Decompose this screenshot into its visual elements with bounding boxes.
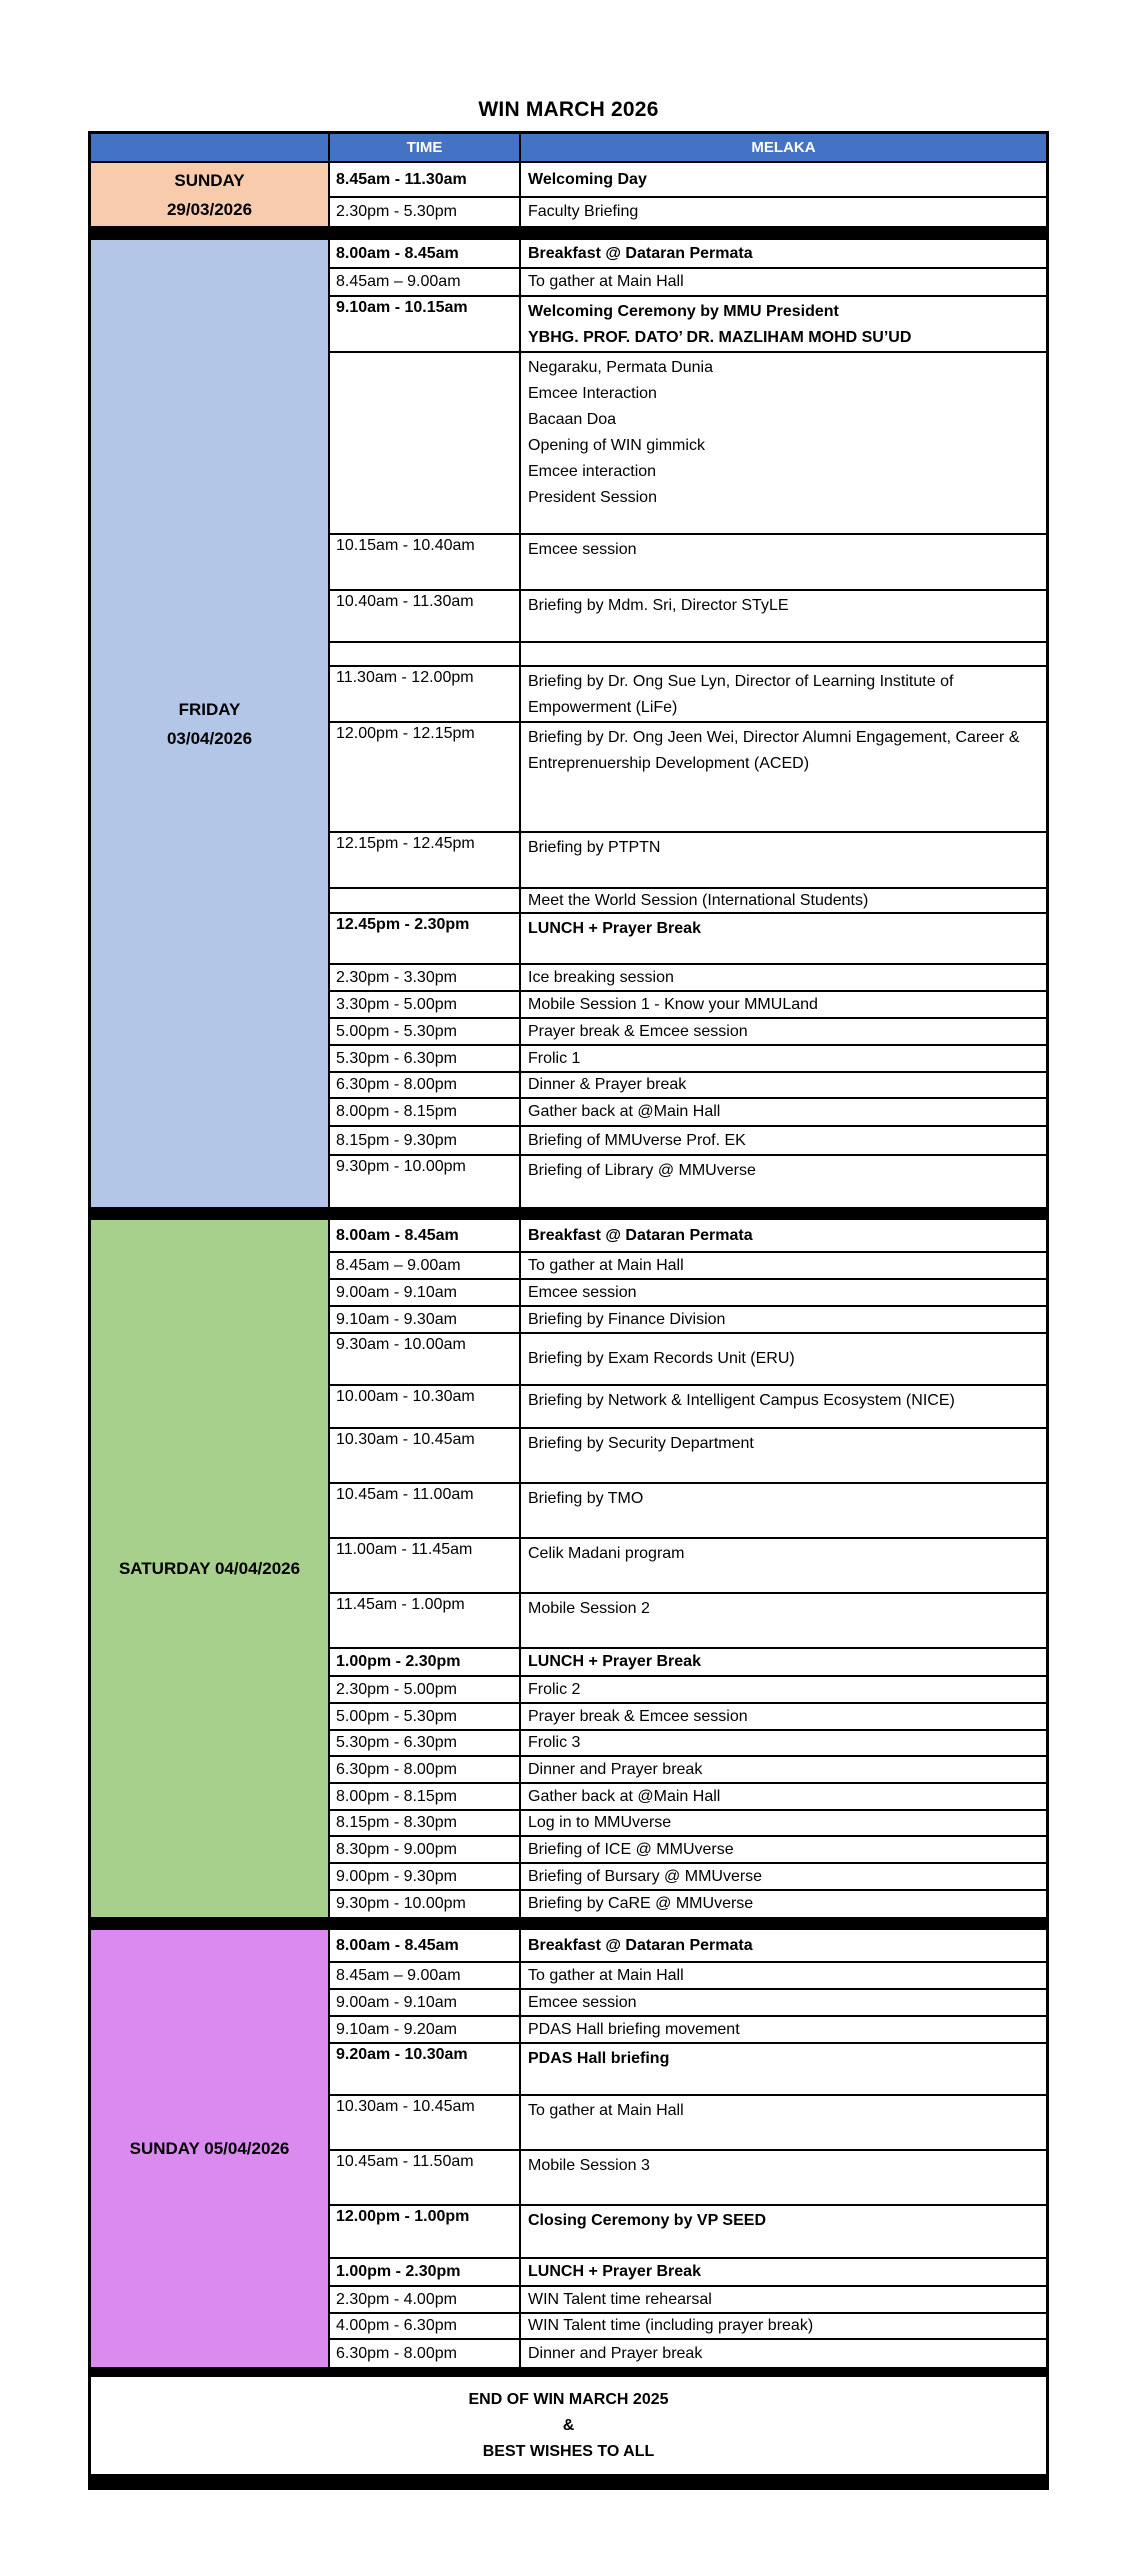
schedule-row xyxy=(330,1704,1046,1731)
event-cell xyxy=(521,1864,1046,1889)
event-line: Meet the World Session (International Students) xyxy=(528,891,869,909)
time-cell: 8.45am - 11.30am xyxy=(330,163,521,196)
time-cell: 9.30pm - 10.00pm xyxy=(330,1891,521,1917)
event-cell xyxy=(521,2044,1046,2094)
event-line: To gather at Main Hall xyxy=(528,1256,684,1274)
event-line: Dinner and Prayer break xyxy=(528,2344,703,2362)
schedule-row xyxy=(330,591,1046,643)
schedule-row xyxy=(330,1594,1046,1649)
schedule-row xyxy=(330,889,1046,914)
time-cell: 11.00am - 11.45am xyxy=(330,1539,521,1592)
event-cell xyxy=(521,1334,1046,1384)
day-label-line: SATURDAY 04/04/2026 xyxy=(118,1559,301,1578)
schedule-row xyxy=(330,535,1046,591)
schedule-row xyxy=(330,1837,1046,1864)
schedule-row xyxy=(330,992,1046,1019)
event-cell xyxy=(521,2340,1046,2367)
schedule-row xyxy=(330,914,1046,965)
footer-line: BEST WISHES TO ALL xyxy=(482,2442,655,2460)
event-line: Mobile Session 3 xyxy=(528,2157,650,2174)
section-separator xyxy=(91,226,1046,240)
event-cell xyxy=(521,1386,1046,1427)
schedule-row xyxy=(330,1484,1046,1539)
schedule-row xyxy=(330,1757,1046,1784)
time-cell: 9.30am - 10.00am xyxy=(330,1334,521,1384)
event-cell xyxy=(521,353,1046,533)
time-cell: 11.30am - 12.00pm xyxy=(330,667,521,721)
event-cell xyxy=(521,833,1046,887)
schedule-row xyxy=(330,1539,1046,1594)
time-cell: 9.10am - 9.20am xyxy=(330,2017,521,2042)
event-line: Closing Ceremony by VP SEED xyxy=(528,2212,766,2229)
day-label-cell xyxy=(91,1220,330,1917)
event-line: Frolic 2 xyxy=(528,1680,581,1698)
day-label-cell xyxy=(91,163,330,226)
time-cell: 9.20am - 10.30am xyxy=(330,2044,521,2094)
event-line: Emcee session xyxy=(528,541,637,558)
event-line: President Session xyxy=(528,489,657,506)
event-cell xyxy=(521,2259,1046,2285)
event-line: PDAS Hall briefing xyxy=(528,2050,670,2067)
day-section xyxy=(91,1220,1046,1917)
schedule-row xyxy=(330,2314,1046,2340)
event-line: Mobile Session 2 xyxy=(528,1600,650,1617)
event-cell xyxy=(521,1127,1046,1154)
time-cell xyxy=(330,889,521,912)
event-line: Gather back at @Main Hall xyxy=(528,1103,721,1120)
time-cell: 12.00pm - 1.00pm xyxy=(330,2206,521,2257)
event-line: WIN Talent time (including prayer break) xyxy=(528,2317,814,2334)
event-cell xyxy=(521,198,1046,226)
page-title: WIN MARCH 2026 xyxy=(478,98,659,121)
schedule-row xyxy=(330,2044,1046,2096)
event-cell xyxy=(521,2206,1046,2257)
day-label-line: 03/04/2026 xyxy=(166,728,253,748)
event-cell xyxy=(521,1220,1046,1251)
day-label-line: SUNDAY xyxy=(174,170,245,190)
section-separator xyxy=(91,1207,1046,1220)
time-cell: 8.00pm - 8.15pm xyxy=(330,1099,521,1125)
event-cell xyxy=(521,2017,1046,2042)
event-cell xyxy=(521,1484,1046,1537)
time-cell: 9.00am - 9.10am xyxy=(330,1280,521,1305)
time-cell: 8.15pm - 9.30pm xyxy=(330,1127,521,1154)
event-cell xyxy=(521,1677,1046,1702)
schedule-row xyxy=(330,1930,1046,1963)
event-cell xyxy=(521,643,1046,665)
event-line: Breakfast @ Dataran Permata xyxy=(528,1936,753,1954)
schedule-row xyxy=(330,2259,1046,2287)
time-cell: 5.00pm - 5.30pm xyxy=(330,1019,521,1044)
schedule-row xyxy=(330,198,1046,226)
time-cell: 12.00pm - 12.15pm xyxy=(330,723,521,831)
event-line: Prayer break & Emcee session xyxy=(528,1022,748,1040)
schedule-row xyxy=(330,1891,1046,1917)
time-cell: 6.30pm - 8.00pm xyxy=(330,1757,521,1782)
event-line: Dinner and Prayer break xyxy=(528,1760,703,1778)
time-cell: 9.10am - 9.30am xyxy=(330,1307,521,1332)
event-cell xyxy=(521,889,1046,912)
time-cell: 3.30pm - 5.00pm xyxy=(330,992,521,1017)
day-label-line: FRIDAY xyxy=(178,699,241,719)
time-cell: 10.40am - 11.30am xyxy=(330,591,521,641)
event-cell xyxy=(521,1073,1046,1097)
event-cell xyxy=(521,1731,1046,1755)
schedule-row xyxy=(330,1127,1046,1156)
event-line: To gather at Main Hall xyxy=(528,2102,684,2119)
event-line: Negaraku, Permata Dunia xyxy=(528,359,713,376)
day-section xyxy=(91,163,1046,226)
event-line: LUNCH + Prayer Break xyxy=(528,2263,701,2280)
event-line: Gather back at @Main Hall xyxy=(528,1787,721,1805)
time-cell: 9.30pm - 10.00pm xyxy=(330,1156,521,1207)
event-cell xyxy=(521,667,1046,721)
schedule-row xyxy=(330,353,1046,535)
event-cell xyxy=(521,2314,1046,2338)
time-cell: 10.30am - 10.45am xyxy=(330,2096,521,2149)
schedule-row xyxy=(330,1156,1046,1207)
time-cell: 9.10am - 10.15am xyxy=(330,297,521,351)
time-cell: 9.00pm - 9.30pm xyxy=(330,1864,521,1889)
footer-line: & xyxy=(562,2416,575,2434)
event-line: Mobile Session 1 - Know your MMULand xyxy=(528,995,818,1013)
event-line: Briefing by Dr. Ong Jeen Wei, Director Alumni Engagement, Career & Entreprenuership Development (ACED) xyxy=(528,729,1020,772)
schedule-row xyxy=(330,1784,1046,1811)
schedule-row xyxy=(330,833,1046,889)
event-line: WIN Talent time rehearsal xyxy=(528,2290,712,2308)
schedule-row xyxy=(330,1099,1046,1127)
schedule-row xyxy=(330,2340,1046,2367)
time-cell: 6.30pm - 8.00pm xyxy=(330,2340,521,2367)
time-cell: 10.15am - 10.40am xyxy=(330,535,521,589)
event-line: Opening of WIN gimmick xyxy=(528,437,705,454)
event-cell xyxy=(521,2151,1046,2204)
table-header-row xyxy=(91,134,1046,163)
event-line: Frolic 3 xyxy=(528,1734,581,1751)
time-cell: 1.00pm - 2.30pm xyxy=(330,2259,521,2285)
event-cell xyxy=(521,535,1046,589)
schedule-table xyxy=(88,131,1049,2490)
event-line: Breakfast @ Dataran Permata xyxy=(528,244,753,262)
time-cell: 5.30pm - 6.30pm xyxy=(330,1731,521,1755)
section-separator xyxy=(91,1917,1046,1930)
schedule-row xyxy=(330,2017,1046,2044)
event-cell xyxy=(521,1930,1046,1961)
event-line: Emcee session xyxy=(528,1993,637,2011)
event-line: Faculty Briefing xyxy=(528,203,639,220)
event-cell xyxy=(521,1891,1046,1917)
schedule-row xyxy=(330,667,1046,723)
event-line: Briefing by Security Department xyxy=(528,1435,754,1452)
day-label-cell xyxy=(91,1930,330,2367)
event-line: Briefing of ICE @ MMUverse xyxy=(528,1840,734,1858)
time-cell: 10.30am - 10.45am xyxy=(330,1429,521,1482)
time-cell: 8.00am - 8.45am xyxy=(330,1220,521,1251)
event-line: Welcoming Ceremony by MMU President xyxy=(528,303,839,320)
event-line: Breakfast @ Dataran Permata xyxy=(528,1226,753,1244)
event-line: Briefing of Bursary @ MMUverse xyxy=(528,1867,763,1885)
event-cell xyxy=(521,992,1046,1017)
table-sections xyxy=(91,163,1046,2377)
time-cell: 5.00pm - 5.30pm xyxy=(330,1704,521,1729)
schedule-row xyxy=(330,1334,1046,1386)
schedule-row xyxy=(330,1220,1046,1253)
event-line: Frolic 1 xyxy=(528,1049,581,1067)
event-line: Briefing by TMO xyxy=(528,1490,644,1507)
event-cell xyxy=(521,1704,1046,1729)
event-cell xyxy=(521,1046,1046,1071)
event-cell xyxy=(521,1990,1046,2015)
event-line: LUNCH + Prayer Break xyxy=(528,920,701,937)
day-section xyxy=(91,1930,1046,2367)
time-cell: 11.45am - 1.00pm xyxy=(330,1594,521,1647)
time-cell: 8.00am - 8.45am xyxy=(330,1930,521,1961)
schedule-row xyxy=(330,1429,1046,1484)
schedule-row xyxy=(330,1864,1046,1891)
event-cell xyxy=(521,1594,1046,1647)
footer-line: END OF WIN MARCH 2025 xyxy=(468,2390,669,2408)
schedule-row xyxy=(330,163,1046,198)
schedule-row xyxy=(330,240,1046,269)
event-line: Briefing by Mdm. Sri, Director STyLE xyxy=(528,597,789,614)
schedule-row xyxy=(330,269,1046,297)
event-line: Emcee session xyxy=(528,1283,637,1301)
event-line: To gather at Main Hall xyxy=(528,273,684,290)
time-cell: 8.45am – 9.00am xyxy=(330,269,521,295)
time-cell xyxy=(330,643,521,665)
schedule-row xyxy=(330,2287,1046,2314)
header-time-cell: TIME xyxy=(330,134,521,161)
event-cell xyxy=(521,2287,1046,2312)
time-cell: 2.30pm - 3.30pm xyxy=(330,965,521,990)
event-line: Celik Madani program xyxy=(528,1545,685,1562)
time-cell: 2.30pm - 5.30pm xyxy=(330,198,521,226)
time-cell: 10.45am - 11.00am xyxy=(330,1484,521,1537)
event-line: YBHG. PROF. DATO’ DR. MAZLIHAM MOHD SU’UD xyxy=(528,329,912,346)
time-cell: 2.30pm - 4.00pm xyxy=(330,2287,521,2312)
event-line: Briefing by CaRE @ MMUverse xyxy=(528,1895,754,1912)
schedule-row xyxy=(330,1280,1046,1307)
event-line: Briefing by Dr. Ong Sue Lyn, Director of Learning Institute of Empowerment (LiFe) xyxy=(528,673,954,716)
event-line: Briefing by Network & Intelligent Campus Ecosystem (NICE) xyxy=(528,1392,955,1409)
event-line: Welcoming Day xyxy=(528,170,647,188)
event-cell xyxy=(521,163,1046,196)
day-label-line: 29/03/2026 xyxy=(166,199,253,219)
schedule-row xyxy=(330,1307,1046,1334)
time-cell: 8.30pm - 9.00pm xyxy=(330,1837,521,1862)
schedule-row xyxy=(330,1677,1046,1704)
schedule-row xyxy=(330,2151,1046,2206)
schedule-row xyxy=(330,1386,1046,1429)
time-cell xyxy=(330,353,521,533)
event-cell xyxy=(521,1539,1046,1592)
time-cell: 6.30pm - 8.00pm xyxy=(330,1073,521,1097)
event-line: Log in to MMUverse xyxy=(528,1814,672,1831)
day-section xyxy=(91,240,1046,1207)
event-line: Briefing by Exam Records Unit (ERU) xyxy=(528,1350,795,1367)
event-cell xyxy=(521,1757,1046,1782)
event-cell xyxy=(521,2096,1046,2149)
schedule-row xyxy=(330,1019,1046,1046)
schedule-row xyxy=(330,643,1046,667)
schedule-row xyxy=(330,1073,1046,1099)
event-line: Briefing by PTPTN xyxy=(528,839,661,856)
schedule-row xyxy=(330,1811,1046,1837)
event-cell xyxy=(521,240,1046,267)
event-cell xyxy=(521,591,1046,641)
time-cell: 12.45pm - 2.30pm xyxy=(330,914,521,963)
schedule-row xyxy=(330,1731,1046,1757)
time-cell: 8.15pm - 8.30pm xyxy=(330,1811,521,1835)
schedule-row xyxy=(330,297,1046,353)
time-cell: 9.00am - 9.10am xyxy=(330,1990,521,2015)
event-line: Ice breaking session xyxy=(528,968,674,986)
section-separator xyxy=(91,2367,1046,2377)
footer-note xyxy=(91,2377,1046,2474)
event-cell xyxy=(521,1156,1046,1207)
time-cell: 8.00am - 8.45am xyxy=(330,240,521,267)
event-cell xyxy=(521,1963,1046,1988)
schedule-row xyxy=(330,1963,1046,1990)
event-line: PDAS Hall briefing movement xyxy=(528,2020,740,2038)
event-line: Briefing of MMUverse Prof. EK xyxy=(528,1131,746,1149)
schedule-row xyxy=(330,965,1046,992)
event-line: LUNCH + Prayer Break xyxy=(528,1653,701,1670)
time-cell: 8.45am – 9.00am xyxy=(330,1963,521,1988)
event-cell xyxy=(521,297,1046,351)
schedule-row xyxy=(330,2096,1046,2151)
schedule-row xyxy=(330,1253,1046,1280)
time-cell: 2.30pm - 5.00pm xyxy=(330,1677,521,1702)
event-line: Emcee Interaction xyxy=(528,385,657,402)
event-cell xyxy=(521,1429,1046,1482)
time-cell: 4.00pm - 6.30pm xyxy=(330,2314,521,2338)
event-cell xyxy=(521,1649,1046,1675)
event-line: Briefing by Finance Division xyxy=(528,1310,726,1328)
event-line: Dinner & Prayer break xyxy=(528,1076,687,1093)
header-day-cell xyxy=(91,134,330,161)
event-line: Bacaan Doa xyxy=(528,411,617,428)
time-cell: 5.30pm - 6.30pm xyxy=(330,1046,521,1071)
event-cell xyxy=(521,1784,1046,1809)
event-cell xyxy=(521,1019,1046,1044)
event-cell xyxy=(521,723,1046,831)
event-cell xyxy=(521,914,1046,963)
time-cell: 12.15pm - 12.45pm xyxy=(330,833,521,887)
event-line: Briefing of Library @ MMUverse xyxy=(528,1162,756,1179)
schedule-row xyxy=(330,2206,1046,2259)
event-line: Prayer break & Emcee session xyxy=(528,1707,748,1725)
event-line: Emcee interaction xyxy=(528,463,657,480)
event-cell xyxy=(521,1307,1046,1332)
event-line: To gather at Main Hall xyxy=(528,1966,684,1984)
event-cell xyxy=(521,1253,1046,1278)
bottom-border-bar xyxy=(91,2474,1046,2487)
day-label-line: SUNDAY 05/04/2026 xyxy=(129,2139,290,2158)
event-cell xyxy=(521,1837,1046,1862)
header-location-cell: MELAKA xyxy=(751,139,816,156)
time-cell: 10.00am - 10.30am xyxy=(330,1386,521,1427)
schedule-row xyxy=(330,1046,1046,1073)
event-cell xyxy=(521,269,1046,295)
event-cell xyxy=(521,1811,1046,1835)
event-cell xyxy=(521,1280,1046,1305)
schedule-row xyxy=(330,723,1046,833)
schedule-row xyxy=(330,1649,1046,1677)
day-label-cell xyxy=(91,240,330,1207)
schedule-row xyxy=(330,1990,1046,2017)
time-cell: 10.45am - 11.50am xyxy=(330,2151,521,2204)
time-cell: 8.00pm - 8.15pm xyxy=(330,1784,521,1809)
time-cell: 1.00pm - 2.30pm xyxy=(330,1649,521,1675)
event-cell xyxy=(521,965,1046,990)
event-cell xyxy=(521,1099,1046,1125)
time-cell: 8.45am – 9.00am xyxy=(330,1253,521,1278)
